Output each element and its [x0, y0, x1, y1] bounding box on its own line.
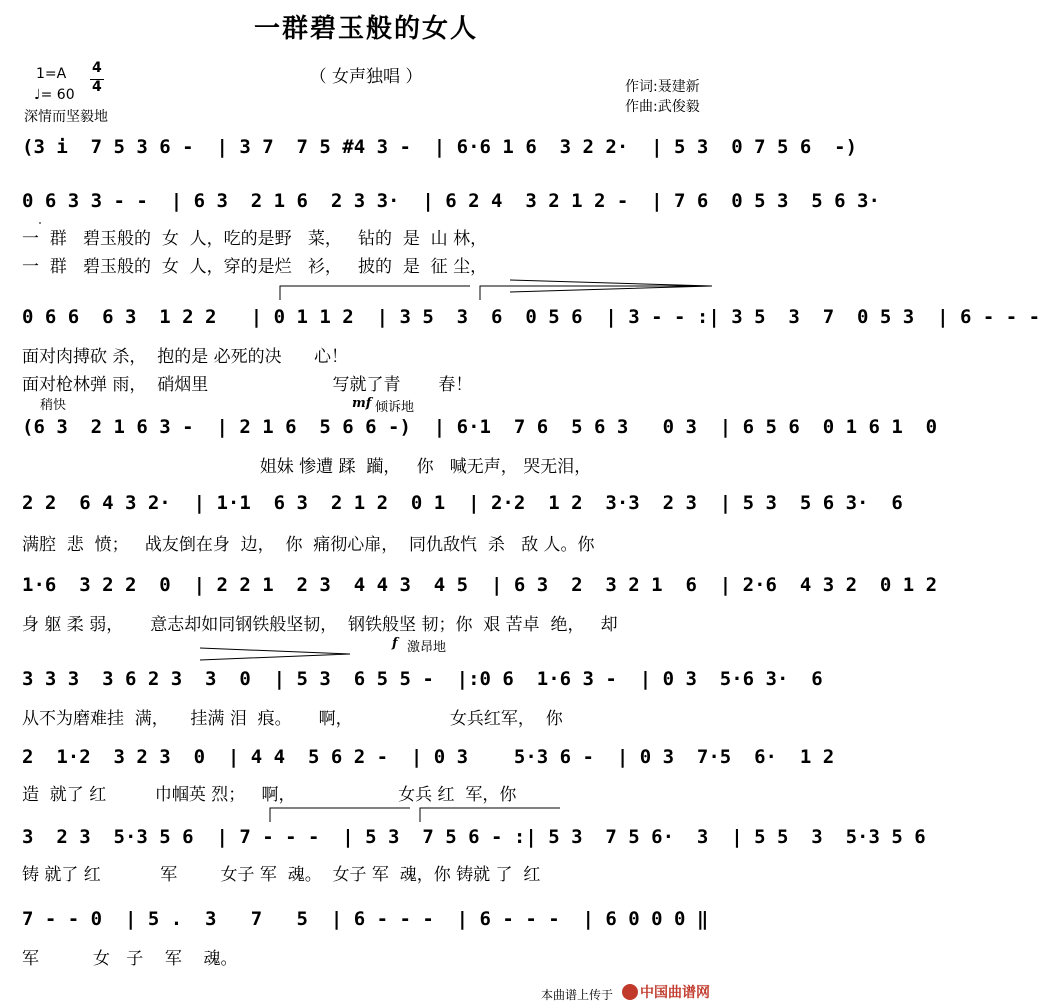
score-system-3-lyrics-verse2: 面对枪林弹 雨， 硝烟里 写就了青 春！: [22, 375, 473, 395]
dynamic-marking-f: f: [392, 636, 398, 651]
score-system-7-notes: 3 3 3 3 6 2 3 3 0 | 5 3 6 5 5 - |:0 6 1·6 3 - | 0 3 5·6 3· 6: [22, 668, 823, 690]
time-signature-top: 4: [92, 60, 102, 76]
score-system-5-notes: 2 2 6 4 3 2· | 1·1 6 3 2 1 2 0 1 | 2·2 1 2 3·3 2 3 | 5 3 5 6 3· 6: [22, 492, 903, 514]
site-logo-icon: [622, 984, 638, 1000]
score-system-3-lyrics-verse1: 面对肉搏砍 杀， 抱的是 必死的决 心！: [22, 347, 349, 367]
score-system-3-notes: 0 6 6 6 3 1 2 2 | 0 1 1 2 | 3 5 3 6 0 5 6 | 3 - - :| 3 5 3 7 0 5 3 | 6 - - -: [22, 306, 1040, 328]
score-system-2-lyrics-verse2: 一 群 碧玉般的 女 人，穿的是烂 衫， 披的 是 征 尘，: [22, 257, 488, 277]
time-signature-bottom: 4: [92, 79, 102, 95]
lyricist-credit: 作词:聂建新: [625, 79, 700, 95]
score-system-8-lyrics: 造 就了 红 巾帼英 烈； 啊， 女兵 红 军，你: [22, 785, 517, 805]
score-system-4-lyrics: 姐妹 惨遭 蹂 躏， 你 喊无声， 哭无泪，: [22, 457, 592, 477]
score-system-2-lyrics-verse1: 一 群 碧玉般的 女 人，吃的是野 菜， 钻的 是 山 林，: [22, 229, 488, 249]
song-title: 一群碧玉般的女人: [253, 14, 478, 44]
score-system-6-notes: 1·6 3 2 2 0 | 2 2 1 2 3 4 4 3 4 5 | 6 3 2 3 2 1 6 | 2·6 4 3 2 0 1 2: [22, 574, 938, 596]
volta-1-bracket: [280, 286, 470, 300]
score-system-7-lyrics: 从不为磨难挂 满， 挂满 泪 痕。 啊， 女兵红军， 你: [22, 709, 563, 729]
song-subtitle: （ 女声独唱 ）: [309, 67, 423, 87]
score-system-4-notes: (6 3 2 1 6 3 - | 2 1 6 5 6 6 -) | 6·1 7 6 5 6 3 0 3 | 6 5 6 0 1 6 1 0: [22, 416, 938, 438]
score-system-9-lyrics: 铸 就了 红 军 女子 军 魂。 女子 军 魂，你 铸就 了 红: [22, 865, 541, 885]
volta-1-bracket-b: [270, 808, 410, 822]
crescendo-hairpin-2: [200, 648, 350, 660]
expression-marking-2: 倾诉地: [375, 400, 415, 415]
volta-2-bracket-b: [420, 808, 560, 822]
tempo-marking: ♩= 60: [34, 87, 75, 103]
site-name: 中国曲谱网: [640, 985, 710, 1001]
score-system-8-notes: 2 1·2 3 2 3 0 | 4 4 5 6 2 - | 0 3 5·3 6 - | 0 3 7·5 6· 1 2: [22, 746, 835, 768]
score-system-1-notes: (3 i 7 5 3 6 - | 3 7 7 5 #4 3 - | 6·6 1 6 3 2 2· | 5 3 0 7 5 6 -): [22, 136, 858, 158]
dynamic-marking-mf: mf: [352, 396, 372, 411]
expression-marking-3: 激昂地: [407, 640, 447, 655]
score-system-2-notes: 0 6 3 3 - - | 6 3 2 1 6 2 3 3· | 6 2 4 3 2 1 2 - | 7 6 0 5 3 5 6 3·: [22, 190, 880, 212]
expression-marking: 深情而坚毅地: [24, 109, 108, 125]
tempo-change-marking: 稍快: [40, 398, 67, 413]
key-signature: 1=A: [36, 66, 67, 82]
score-system-9-notes: 3 2 3 5·3 5 6 | 7 - - - | 5 3 7 5 6 - :| 5 3 7 5 6· 3 | 5 5 3 5·3 5 6: [22, 826, 926, 848]
volta-2-bracket: [480, 286, 710, 300]
upload-notice: 本曲谱上传于: [541, 988, 614, 1002]
score-system-10-notes: 7 - - 0 | 5 . 3 7 5 | 6 - - - | 6 - - - | 6 0 0 0 ‖: [22, 908, 709, 930]
score-system-6-lyrics: 身 躯 柔 弱， 意志却如同钢铁般坚韧， 钢铁般坚 韧；你 艰 苦卓 绝， 却: [22, 615, 618, 635]
score-system-10-lyrics: 军 女 子 军 魂。: [22, 949, 238, 969]
score-system-5-lyrics: 满腔 悲 愤； 战友倒在身 边， 你 痛彻心扉， 同仇敌忾 杀 敌 人。你: [22, 535, 595, 555]
composer-credit: 作曲:武俊毅: [625, 99, 700, 115]
